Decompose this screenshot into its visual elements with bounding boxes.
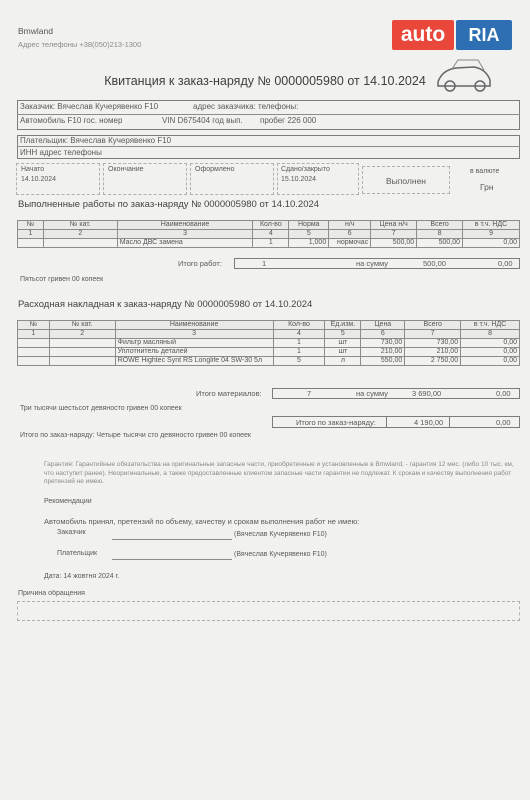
works-colnum-cell-6: 6 — [329, 230, 371, 239]
warranty-text: Гарантия: Гарантийные обязательства на оригинальные запасные части, приобретенные и установленные в Bmwland, - гарантия 12 мес. (либо 10 тыс. км, что наступит ранее). Неоригинальные, а также предоставленные клиентом запасные части гарантии не подлежат. К срокам и качеству выполнения работ претензий не имею. — [44, 461, 514, 485]
works-header-cell-7: Цена н/ч — [371, 221, 417, 230]
signature-payer-label: Плательщик — [57, 550, 98, 557]
works-colnum-cell-1: 1 — [18, 230, 44, 239]
date-done-label: Оформлено — [195, 166, 235, 173]
parts-total-vat: 0,00 — [496, 389, 511, 398]
works-header-cell-4: Кол-во — [253, 221, 289, 230]
car-model: Автомобиль F10 гос. номер — [20, 116, 123, 125]
logo-ria: RIA — [456, 20, 512, 50]
parts-row-cell-5: л — [325, 357, 361, 366]
works-total-vat: 0,00 — [498, 259, 513, 268]
table-row — [18, 357, 520, 366]
parts-row-cell-3: Уплотнитель деталей — [115, 348, 273, 357]
parts-row-cell-2 — [49, 348, 115, 357]
works-row-cell-6: нормочас — [329, 239, 371, 248]
works-colnum-cell-5: 5 — [289, 230, 329, 239]
parts-total-sum: 3 690,00 — [412, 389, 442, 398]
parts-total-qty: 7 — [307, 389, 312, 398]
parts-colnum-cell-5: 5 — [325, 330, 361, 339]
works-row-cell-4: 1 — [253, 239, 289, 248]
status-value: Выполнен — [386, 176, 426, 186]
works-header-cell-3: Наименование — [117, 221, 253, 230]
works-header-cell-5: Норма — [289, 221, 329, 230]
grand-total-vat: 0,00 — [496, 418, 511, 427]
document-date: Дата: 14 жовтня 2024 г. — [44, 573, 120, 580]
status-box — [362, 166, 450, 194]
parts-table — [17, 320, 520, 366]
payer-inn: ИНН адрес телефоны — [20, 148, 102, 157]
parts-row-cell-4: 1 — [273, 339, 325, 348]
company-name: Bmwland — [18, 26, 53, 36]
parts-row-cell-1 — [18, 339, 50, 348]
parts-colnum-cell-8: 8 — [461, 330, 520, 339]
parts-header-cell-3: Наименование — [115, 321, 273, 330]
parts-row-cell-3: Фильтр масляный — [115, 339, 273, 348]
works-words: Пятьсот гривен 00 копеек — [20, 276, 104, 283]
recommendations-label: Рекомендации — [44, 498, 92, 505]
parts-row-cell-8: 0,00 — [461, 357, 520, 366]
grand-total-label: Итого по заказ-наряду: — [296, 418, 376, 427]
works-colnum-cell-3: 3 — [117, 230, 253, 239]
table-row — [18, 339, 520, 348]
date-start-value: 14.10.2024 — [21, 176, 57, 183]
parts-words: Три тысячи шестьсот девяносто гривен 00 копеек — [20, 405, 182, 412]
parts-header-cell-1: № — [18, 321, 50, 330]
works-total-label: Итого работ: — [178, 259, 222, 268]
works-colnum-cell-7: 7 — [371, 230, 417, 239]
works-row-cell-7: 500,00 — [371, 239, 417, 248]
parts-header-cell-5: Ед.изм. — [325, 321, 361, 330]
grand-total-words: Итого по заказ-наряду: Четыре тысячи сто девяносто гривен 00 копеек — [20, 432, 251, 439]
car-mileage: пробег 226 000 — [260, 116, 317, 125]
parts-row-cell-8: 0,00 — [461, 348, 520, 357]
works-row-cell-5: 1,000 — [289, 239, 329, 248]
parts-colnum-cell-4: 4 — [273, 330, 325, 339]
parts-row-cell-7: 210,00 — [405, 348, 461, 357]
table-row — [18, 348, 520, 357]
parts-colnum-cell-7: 7 — [405, 330, 461, 339]
date-planned-box — [103, 163, 187, 195]
page-title: Квитанция к заказ-наряду № 0000005980 от 14.10.2024 — [104, 74, 426, 88]
works-header-cell-8: Всего — [417, 221, 463, 230]
currency-value: Грн — [480, 182, 494, 192]
parts-header-cell-2: № кат. — [49, 321, 115, 330]
parts-total-label: Итого материалов: — [196, 389, 262, 398]
works-row-cell-3: Масло ДВС замена — [117, 239, 253, 248]
works-table — [17, 220, 520, 248]
works-header-cell-9: в т.ч. НДС — [463, 221, 520, 230]
parts-header-cell-8: в т.ч. НДС — [461, 321, 520, 330]
parts-row-cell-2 — [49, 339, 115, 348]
parts-colnum-cell-2: 2 — [49, 330, 115, 339]
car-vin: VIN D675404 год вып. — [162, 116, 243, 125]
customer-name: Заказчик: Вячеслав Кучерявенко F10 — [20, 102, 159, 111]
date-done-box — [190, 163, 274, 195]
parts-row-cell-6: 550,00 — [361, 357, 405, 366]
works-row-cell-2 — [43, 239, 117, 248]
parts-row-cell-4: 1 — [273, 348, 325, 357]
works-total-sum: 500,00 — [423, 259, 446, 268]
parts-colnum-cell-1: 1 — [18, 330, 50, 339]
signature-customer-label: Заказчик — [57, 529, 86, 536]
parts-row-cell-5: шт — [325, 348, 361, 357]
customer-address: адрес заказчика: телефоны: — [193, 102, 299, 111]
parts-header-cell-7: Всего — [405, 321, 461, 330]
works-colnum-cell-4: 4 — [253, 230, 289, 239]
parts-colnum-cell-3: 3 — [115, 330, 273, 339]
reason-box — [17, 601, 520, 621]
parts-row-cell-2 — [49, 357, 115, 366]
date-planned-label: Окончание — [108, 166, 144, 173]
company-phone: Адрес телефоны +38(050)213-1300 — [18, 40, 142, 49]
works-row-cell-9: 0,00 — [463, 239, 520, 248]
works-row-cell-8: 500,00 — [417, 239, 463, 248]
logo-auto: auto — [392, 20, 454, 50]
payer-name: Плательщик: Вячеслав Кучерявенко F10 — [20, 136, 172, 145]
date-closed-label: Сдано/закрыто — [281, 166, 330, 173]
parts-row-cell-1 — [18, 348, 50, 357]
works-heading: Выполненные работы по заказ-наряду № 0000005980 от 14.10.2024 — [18, 199, 320, 210]
parts-row-cell-6: 730,00 — [361, 339, 405, 348]
parts-row-cell-7: 730,00 — [405, 339, 461, 348]
works-total-qty: 1 — [262, 259, 267, 268]
reason-label: Причина обращения — [18, 590, 85, 597]
grand-total-sum: 4 190,00 — [414, 418, 444, 427]
works-header-cell-1: № — [18, 221, 44, 230]
works-colnum-cell-9: 9 — [463, 230, 520, 239]
parts-row-cell-1 — [18, 357, 50, 366]
parts-heading: Расходная накладная к заказ-наряду № 0000005980 от 14.10.2024 — [18, 299, 313, 310]
parts-header-cell-4: Кол-во — [273, 321, 325, 330]
parts-row-cell-8: 0,00 — [461, 339, 520, 348]
works-sum-label: на сумму — [356, 259, 388, 268]
parts-row-cell-4: 5 — [273, 357, 325, 366]
date-closed-value: 15.10.2024 — [281, 176, 317, 183]
parts-row-cell-6: 210,00 — [361, 348, 405, 357]
works-header-cell-6: н/ч — [329, 221, 371, 230]
date-start-box — [16, 163, 100, 195]
table-row — [18, 239, 520, 248]
date-closed-box — [277, 163, 359, 195]
signature-payer-name: (Вячеслав Кучерявенко F10) — [234, 551, 327, 558]
parts-header-cell-6: Цена — [361, 321, 405, 330]
works-header-cell-2: № кат. — [43, 221, 117, 230]
parts-row-cell-3: ROWE Hightec Synt RS Longlife 04 SW-30 5л — [115, 357, 273, 366]
currency-label: в валюте — [470, 168, 500, 175]
works-colnum-cell-8: 8 — [417, 230, 463, 239]
date-start-label: Начато — [21, 166, 45, 173]
acceptance-text: Автомобиль принял, претензий по объему, качеству и срокам выполнения работ не имею: — [44, 517, 360, 526]
parts-sum-label: на сумму — [356, 389, 388, 398]
signature-customer-name: (Вячеслав Кучерявенко F10) — [234, 531, 327, 538]
parts-colnum-cell-6: 6 — [361, 330, 405, 339]
works-colnum-cell-2: 2 — [43, 230, 117, 239]
parts-row-cell-5: шт — [325, 339, 361, 348]
parts-row-cell-7: 2 750,00 — [405, 357, 461, 366]
works-row-cell-1 — [18, 239, 44, 248]
